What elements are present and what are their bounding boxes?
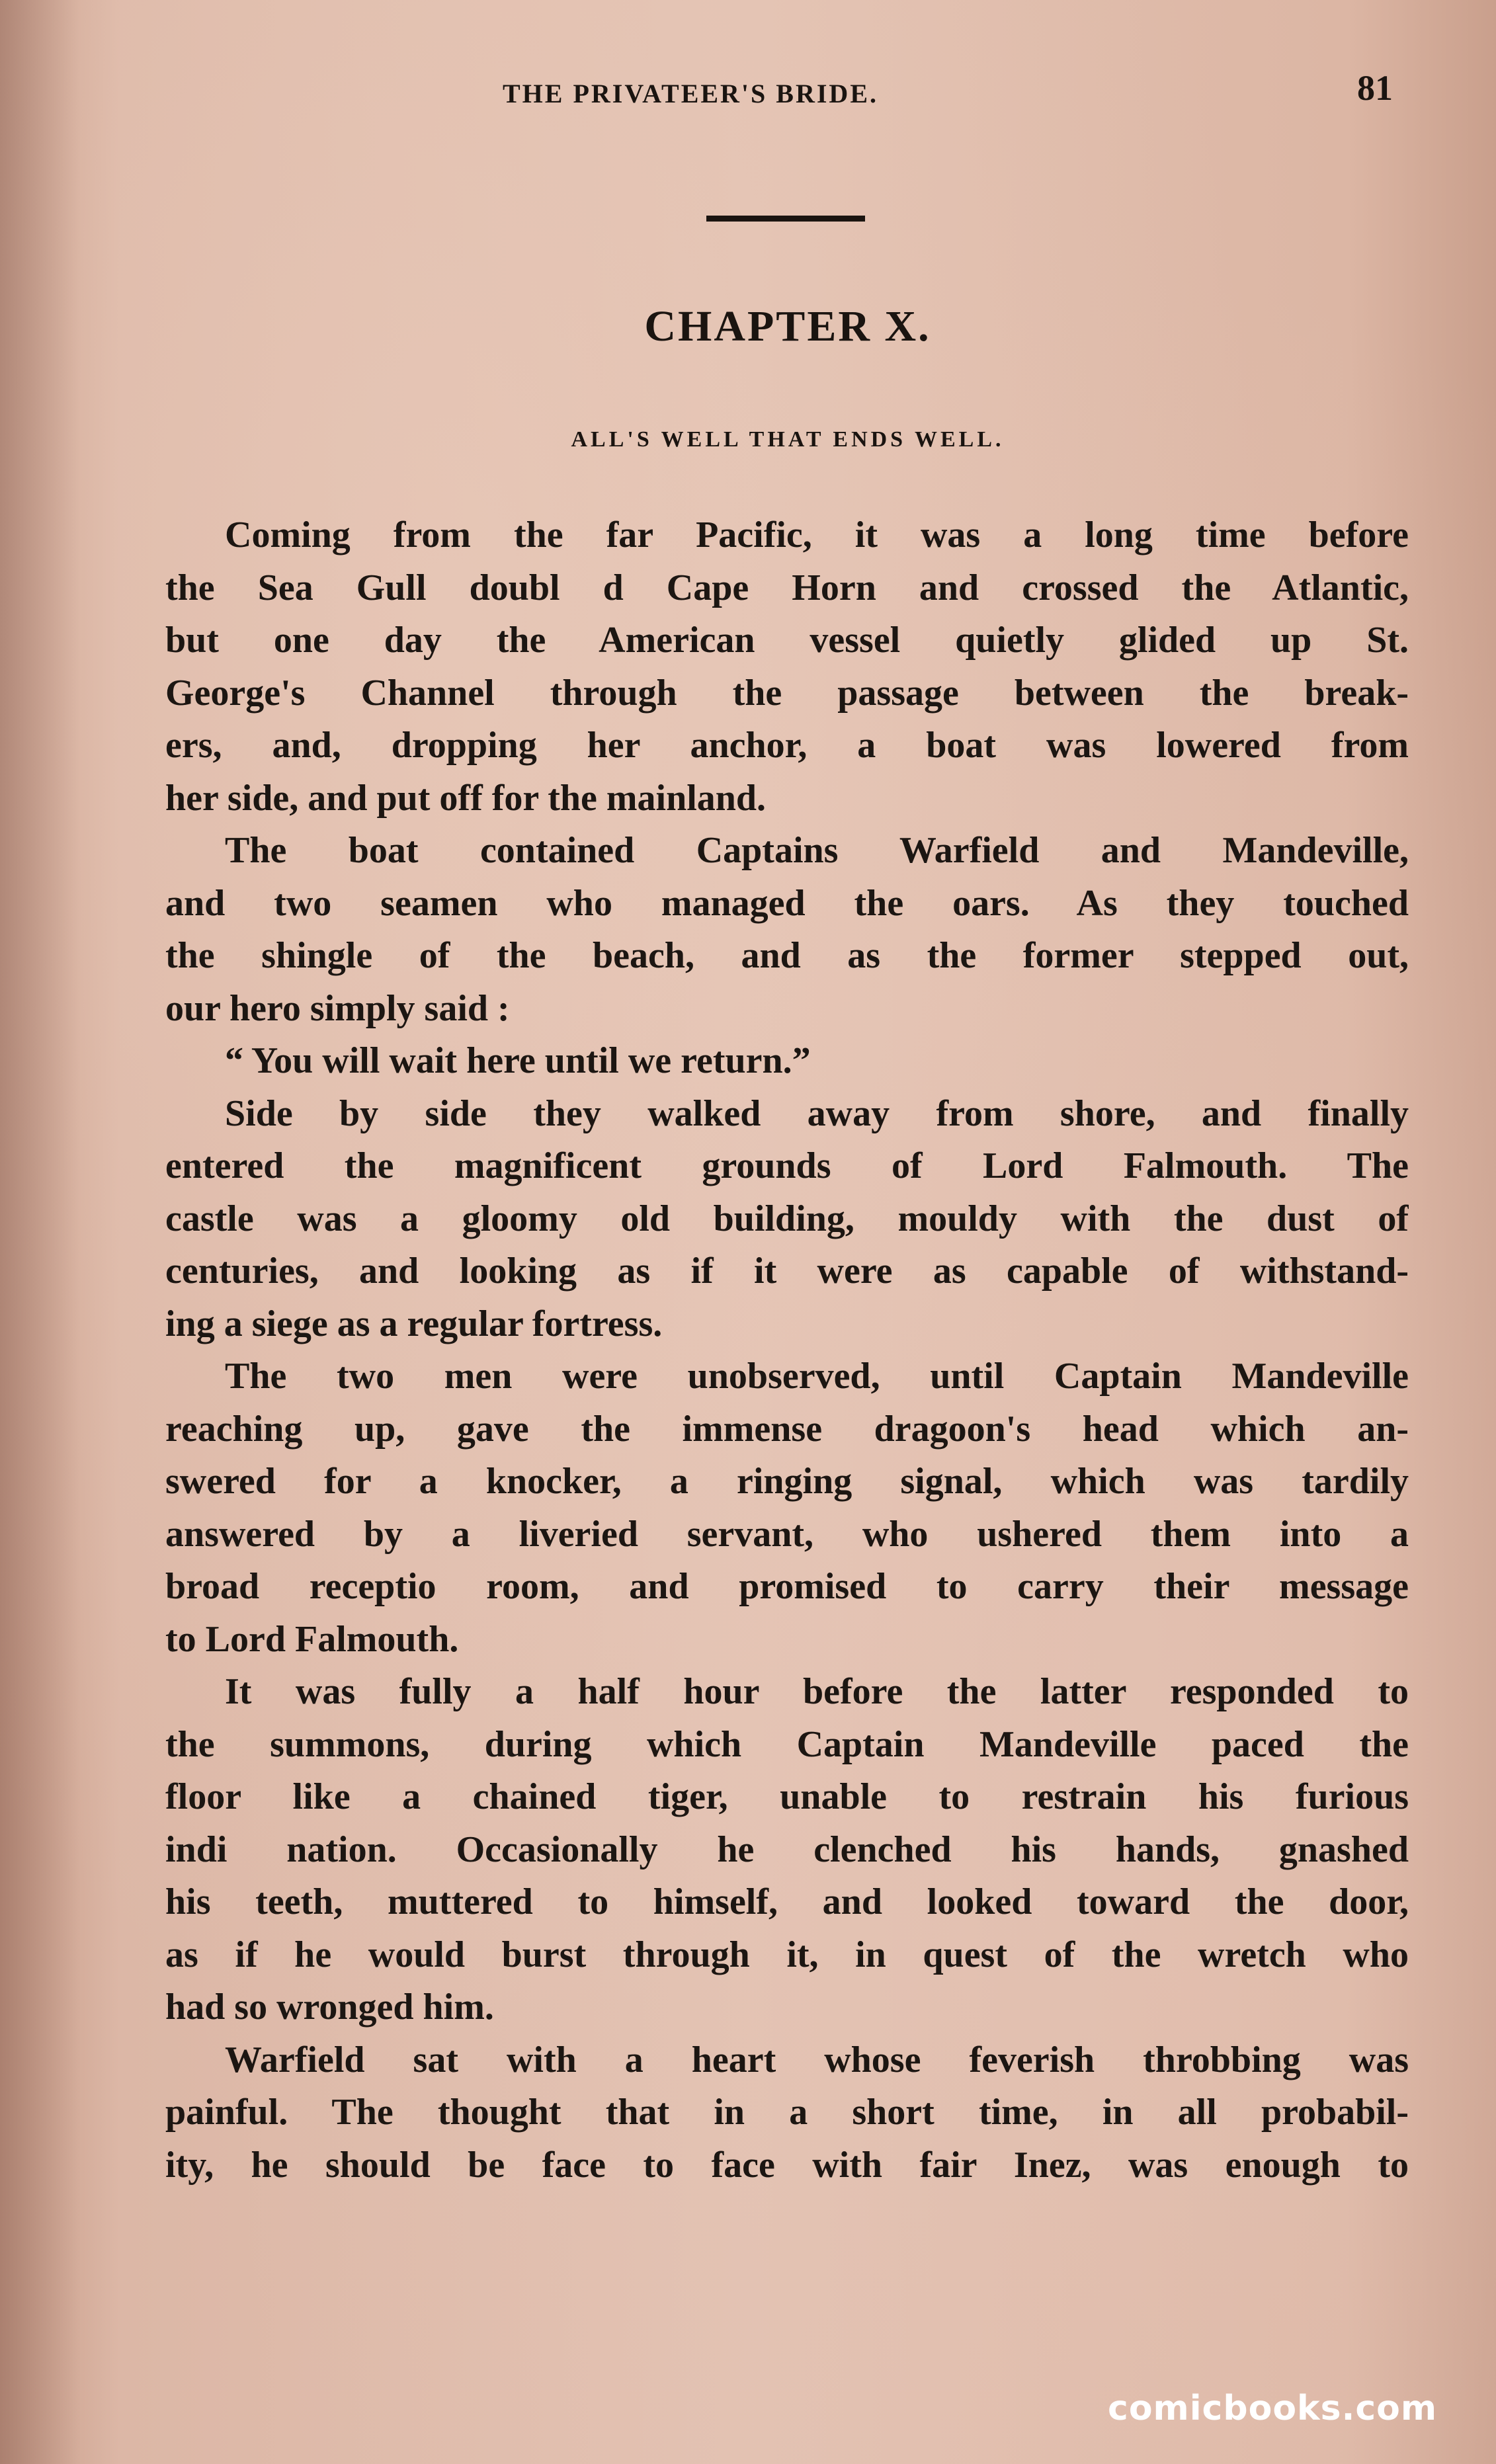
text-line: It was fully a half hour before the latter responded to [225, 1671, 1409, 1712]
text-line: as if he would burst through it, in quest of the wretch who [165, 1934, 1409, 1975]
text-line: ing a siege as a regular fortress. [165, 1303, 663, 1344]
text-line: ers, and, dropping her anchor, a boat was lowered from [165, 725, 1409, 766]
page-gutter-shadow [0, 0, 79, 2464]
chapter-rule [706, 216, 865, 222]
paragraph [165, 509, 1409, 825]
text-line: castle was a gloomy old building, mouldy with the dust of [165, 1198, 1409, 1239]
paragraph [165, 1088, 1409, 1351]
paragraph [165, 1666, 1409, 2034]
text-line: had so wronged him. [165, 1987, 494, 2028]
text-line: “ You will wait here until we return.” [225, 1040, 811, 1081]
text-line: answered by a liveried servant, who ushered them into a [165, 1513, 1409, 1555]
paragraph [165, 1035, 1409, 1088]
running-head: THE PRIVATEER'S BRIDE. [503, 79, 878, 108]
chapter-title: CHAPTER X. [644, 302, 931, 350]
page-number: 81 [1357, 68, 1393, 108]
text-line: but one day the American vessel quietly glided up St. [165, 620, 1409, 661]
text-line: Warfield sat with a heart whose feverish throbbing was [225, 2039, 1409, 2080]
text-line: floor like a chained tiger, unable to restrain his furious [165, 1776, 1409, 1817]
text-line: swered for a knocker, a ringing signal, which was tardily [165, 1461, 1409, 1502]
chapter-subtitle: ALL'S WELL THAT ENDS WELL. [571, 427, 1005, 452]
text-line: The two men were unobserved, until Captain Mandeville [225, 1356, 1409, 1397]
text-line: ity, he should be face to face with fair Inez, was enough to [165, 2144, 1409, 2186]
text-line: our hero simply said : [165, 987, 510, 1029]
text-line: entered the magnificent grounds of Lord Falmouth. The [165, 1145, 1409, 1186]
text-line: reaching up, gave the immense dragoon's head which an- [165, 1408, 1409, 1450]
watermark: comicbooks.com [1108, 2389, 1438, 2428]
text-line: her side, and put off for the mainland. [165, 777, 767, 819]
text-line: the summons, during which Captain Mandeville paced the [165, 1723, 1409, 1765]
text-line: George's Channel through the passage between the break- [165, 672, 1409, 714]
text-line: The boat contained Captains Warfield and Mandeville, [225, 830, 1409, 871]
text-line: painful. The thought that in a short time, in all probabil- [165, 2092, 1409, 2133]
paragraph [165, 2034, 1409, 2192]
text-line: centuries, and looking as if it were as capable of withstand- [165, 1251, 1409, 1292]
text-line: Coming from the far Pacific, it was a long time before [225, 514, 1409, 555]
text-line: indi nation. Occasionally he clenched his hands, gnashed [165, 1828, 1409, 1870]
text-line: his teeth, muttered to himself, and looked toward the door, [165, 1881, 1409, 1922]
text-line: the shingle of the beach, and as the former stepped out, [165, 935, 1409, 976]
paragraph [165, 1350, 1409, 1666]
chapter-body [165, 509, 1409, 2192]
text-line: broad receptio room, and promised to carry their message [165, 1566, 1409, 1607]
paragraph [165, 825, 1409, 1035]
text-line: and two seamen who managed the oars. As they touched [165, 882, 1409, 924]
text-line: to Lord Falmouth. [165, 1618, 459, 1660]
text-line: the Sea Gull doubl d Cape Horn and crossed the Atlantic, [165, 567, 1409, 608]
text-line: Side by side they walked away from shore, and finally [225, 1092, 1409, 1134]
